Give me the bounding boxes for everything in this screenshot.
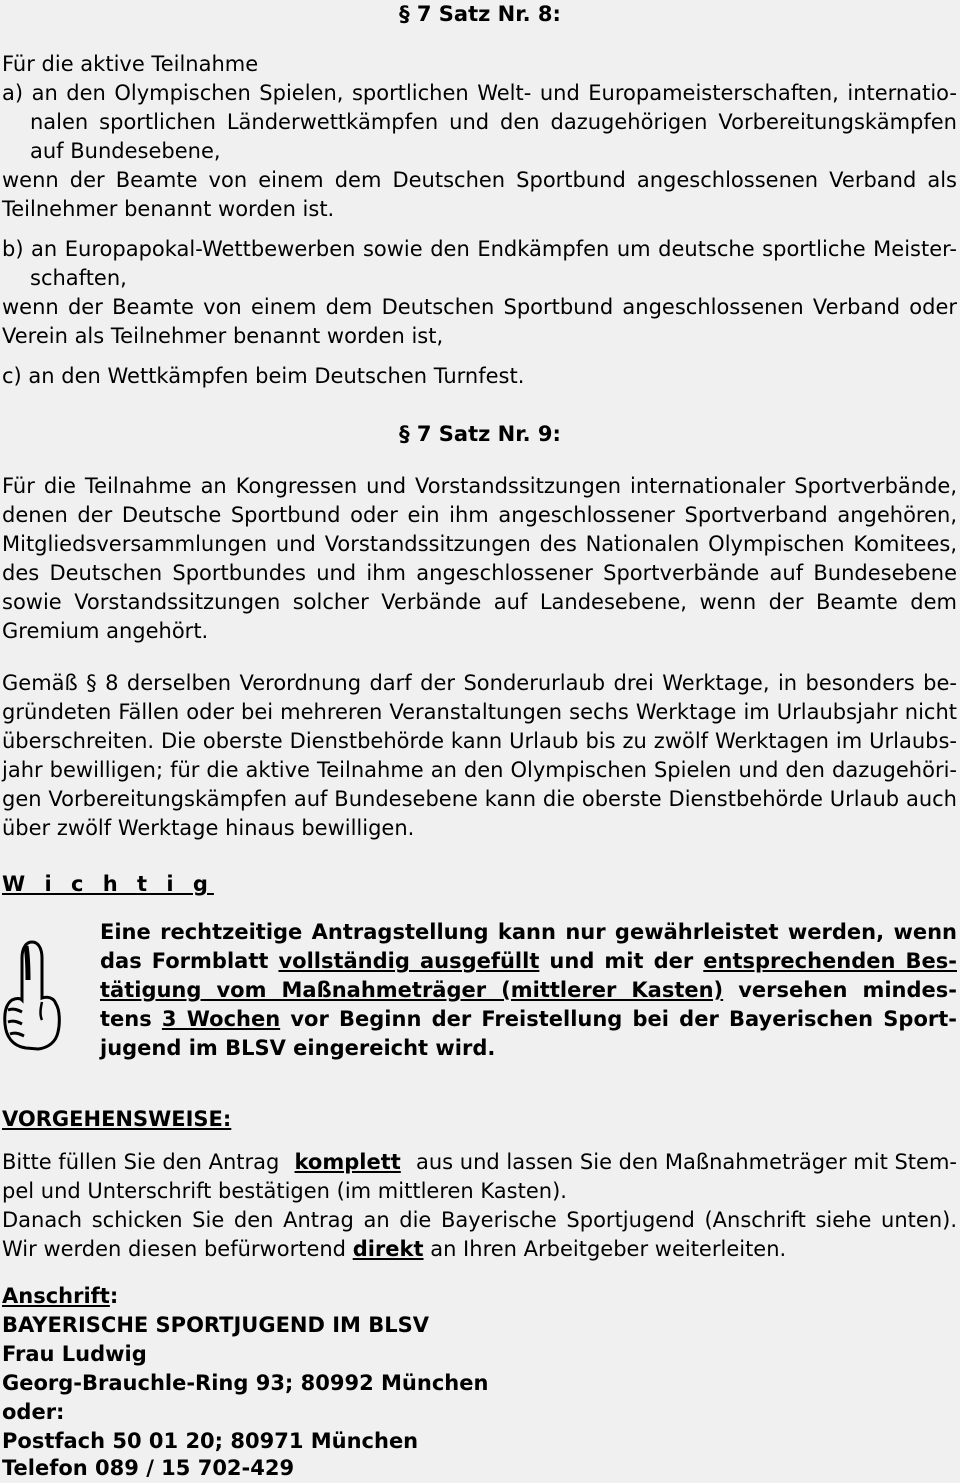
wichtig-line: tens 3 Wochen vor Beginn der Freistellung bei der Bayerischen Sport- xyxy=(100,1007,957,1031)
address-person: Frau Ludwig xyxy=(2,1342,147,1366)
address-label: Anschrift: xyxy=(2,1284,119,1308)
vorgehen-line: Wir werden diesen befürwortend direkt an Ihren Arbeitgeber weiterleiten. xyxy=(2,1237,787,1261)
s8-b-line: Verein als Teilnehmer benannt worden ist, xyxy=(2,324,444,348)
pointing-hand-icon xyxy=(2,940,62,1056)
address-street: Georg-Brauchle-Ring 93; 80992 München xyxy=(2,1371,489,1395)
s8-b-line: b) an Europapokal-Wettbewerben sowie den Endkämpfen um deutsche sportliche Meister- xyxy=(2,237,957,261)
s8-b-line: wenn der Beamte von einem dem Deutschen Sportbund angeschlossenen Verband oder xyxy=(2,295,957,319)
wichtig-line: Eine rechtzeitige Antragstellung kann nur gewährleistet werden, wenn xyxy=(100,920,957,944)
section-heading-8: § 7 Satz Nr. 8: xyxy=(399,2,561,26)
s8-a-line: a) an den Olympischen Spielen, sportlichen Welt- und Europameisterschaften, internatio- xyxy=(2,81,957,105)
para8-line: gründeten Fällen oder bei mehreren Veranstaltungen sechs Werktage im Urlaubsjahr nicht xyxy=(2,700,957,724)
s8-c-line: c) an den Wettkämpfen beim Deutschen Turnfest. xyxy=(2,364,525,388)
address-org: BAYERISCHE SPORTJUGEND IM BLSV xyxy=(2,1313,430,1337)
para8-line: über zwölf Werktage hinaus bewilligen. xyxy=(2,816,415,840)
s8-a-line: auf Bundesebene, xyxy=(30,139,221,163)
s8-b-line: schaften, xyxy=(30,266,127,290)
para8-line: überschreiten. Die oberste Dienstbehörde kann Urlaub bis zu zwölf Werktagen im Urlaubs- xyxy=(2,729,957,753)
vorgehen-line: Danach schicken Sie den Antrag an die Bayerische Sportjugend (Anschrift siehe unten). xyxy=(2,1208,957,1232)
wichtig-line: tätigung vom Maßnahmeträger (mittlerer Kasten) versehen mindes- xyxy=(100,978,957,1002)
para8-line: jahr bewilligen; für die aktive Teilnahme an den Olympischen Spielen und den dazugehöri- xyxy=(2,758,957,782)
para8-line: gen Vorbereitungskämpfen auf Bundesebene kann die oberste Dienstbehörde Urlaub auch xyxy=(2,787,957,811)
s8-intro: Für die aktive Teilnahme xyxy=(2,52,259,76)
wichtig-line: das Formblatt vollständig ausgefüllt und mit der entsprechenden Bes- xyxy=(100,949,957,973)
s9-line: Mitgliedsversammlungen und Vorstandssitzungen des Nationalen Olympischen Komitees, xyxy=(2,532,957,556)
address-or: oder: xyxy=(2,1400,65,1424)
s8-a-line: nalen sportlichen Länderwettkämpfen und den dazugehörigen Vorbereitungskämpfen xyxy=(30,110,957,134)
para8-line: Gemäß § 8 derselben Verordnung darf der Sonderurlaub drei Werktage, in besonders be- xyxy=(2,671,957,695)
s9-line: des Deutschen Sportbundes und ihm angeschlossener Sportverbände auf Bundesebene xyxy=(2,561,957,585)
section-heading-9: § 7 Satz Nr. 9: xyxy=(399,422,561,446)
s9-line: Für die Teilnahme an Kongressen und Vorstandssitzungen internationaler Sportverbände, xyxy=(2,474,957,498)
s8-a-line: wenn der Beamte von einem dem Deutschen Sportbund angeschlossenen Verband als xyxy=(2,168,957,192)
vorgehen-title: VORGEHENSWEISE: xyxy=(2,1107,232,1131)
s9-line: sowie Vorstandssitzungen solcher Verbände auf Landesebene, wenn der Beamte dem xyxy=(2,590,957,614)
wichtig-title: W i c h t i g xyxy=(2,872,214,896)
vorgehen-line: pel und Unterschrift bestätigen (im mittleren Kasten). xyxy=(2,1179,567,1203)
vorgehen-line: Bitte füllen Sie den Antrag komplett aus und lassen Sie den Maßnahmeträger mit Stem- xyxy=(2,1150,957,1174)
wichtig-line: jugend im BLSV eingereicht wird. xyxy=(100,1036,496,1060)
s9-line: denen der Deutsche Sportbund oder ein ihm angeschlossener Sportverband angehören, xyxy=(2,503,957,527)
s9-line: Gremium angehört. xyxy=(2,619,209,643)
address-phone: Telefon 089 / 15 702-429 xyxy=(2,1456,295,1480)
address-postbox: Postfach 50 01 20; 80971 München xyxy=(2,1429,419,1453)
s8-a-line: Teilnehmer benannt worden ist. xyxy=(2,197,335,221)
